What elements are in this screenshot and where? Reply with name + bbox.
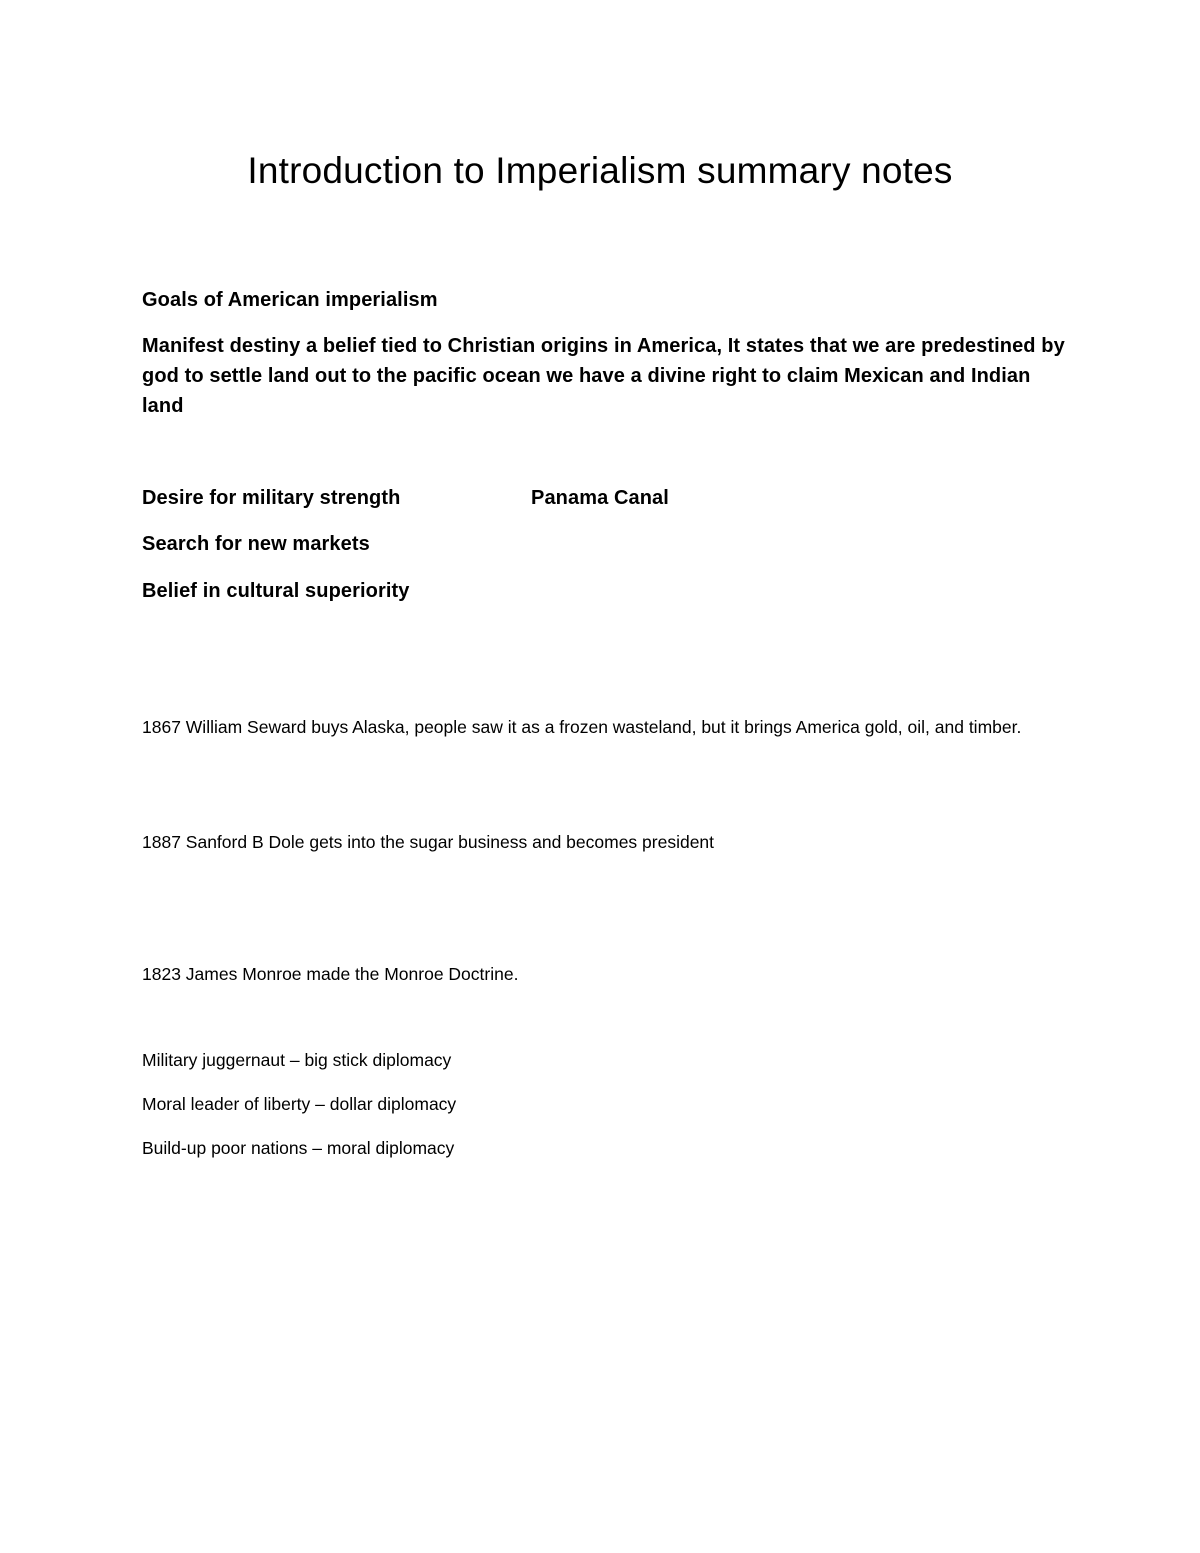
page-title: Introduction to Imperialism summary notes <box>247 150 953 191</box>
diplomacy-moral: Build-up poor nations – moral diplomacy <box>142 1138 455 1158</box>
goal-item-new-markets: Search for new markets <box>142 533 370 555</box>
goal-item-cultural-superiority: Belief in cultural superiority <box>142 580 410 602</box>
goal-item-military-strength: Desire for military strength <box>142 487 401 509</box>
event-sanford-dole: 1887 Sanford B Dole gets into the sugar business and becomes president <box>142 832 715 852</box>
diplomacy-big-stick: Military juggernaut – big stick diplomacy <box>142 1050 452 1070</box>
manifest-destiny-paragraph: Manifest destiny a belief tied to Christian origins in America, It states that we are predestined by god to settle land out to the pacific ocean we have a divine right to claim Mexican and Indian land <box>142 335 1065 417</box>
diplomacy-dollar: Moral leader of liberty – dollar diplomacy <box>142 1094 457 1114</box>
goals-heading: Goals of American imperialism <box>142 289 438 311</box>
panama-canal-note: Panama Canal <box>531 487 669 509</box>
event-monroe-doctrine: 1823 James Monroe made the Monroe Doctrine. <box>142 964 519 984</box>
event-alaska: 1867 William Seward buys Alaska, people saw it as a frozen wasteland, but it brings America gold, oil, and timber. <box>142 717 1022 737</box>
